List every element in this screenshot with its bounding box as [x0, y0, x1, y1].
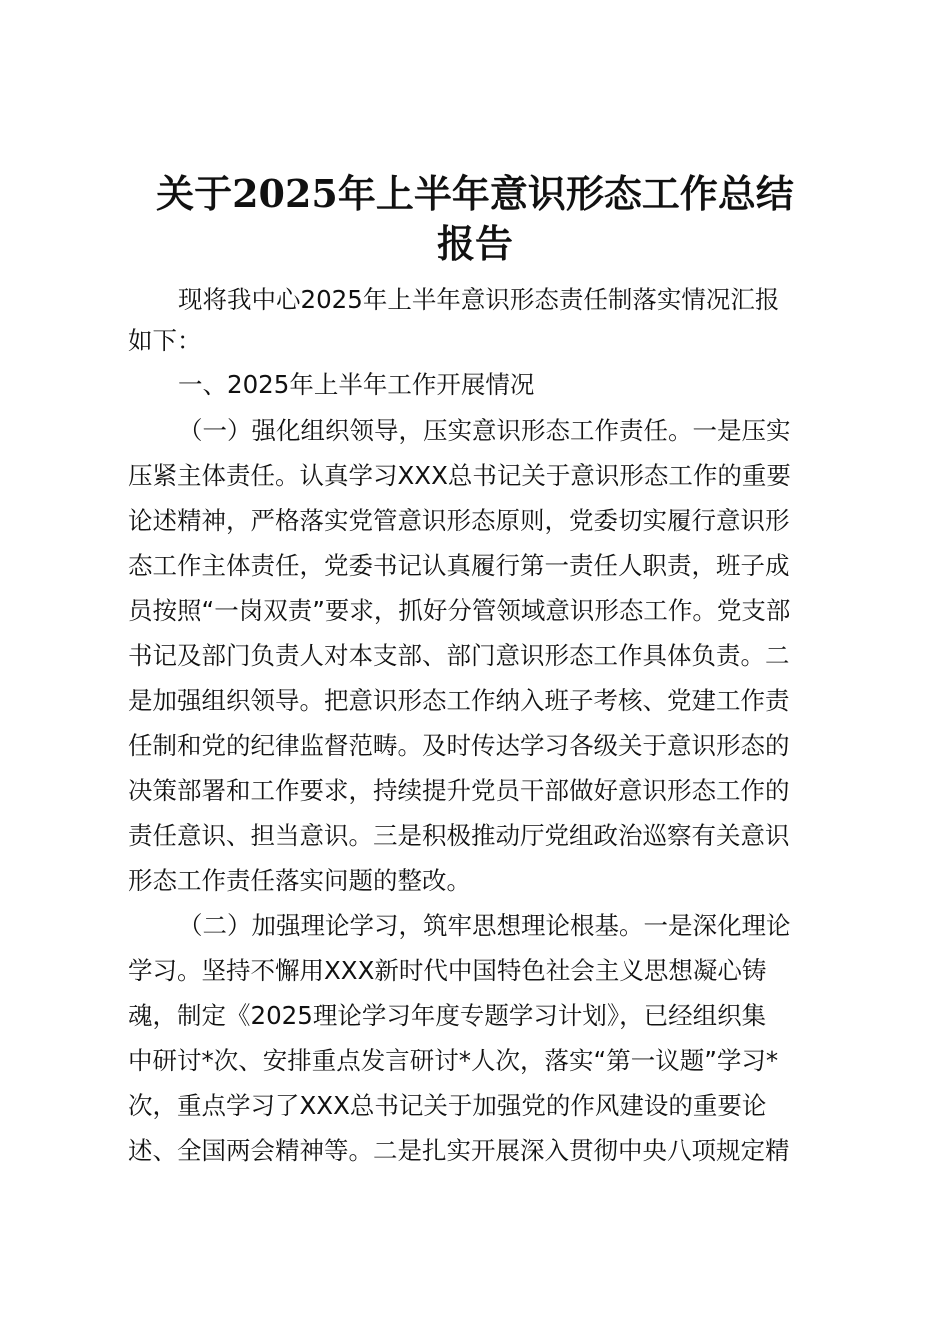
body-line-18: 中研讨*次、安排重点发言研讨*人次，落实“第一议题”学习*: [128, 1046, 779, 1075]
body-line-4: （一）强化组织领导，压实意识形态工作责任。一是压实: [178, 416, 791, 445]
body-line-11: 任制和党的纪律监督范畴。及时传达学习各级关于意识形态的: [128, 731, 790, 760]
section-heading-1: 一、2025年上半年工作开展情况: [178, 370, 535, 399]
document-title-line-2: 报告: [436, 221, 513, 266]
body-line-1: 现将我中心2025年上半年意识形态责任制落实情况汇报: [178, 285, 780, 314]
body-line-6: 论述精神，严格落实党管意识形态原则，党委切实履行意识形: [128, 506, 790, 535]
body-line-2: 如下：: [128, 326, 202, 355]
body-line-9: 书记及部门负责人对本支部、部门意识形态工作具体负责。二: [128, 641, 790, 670]
body-line-16: 学习。坚持不懈用XXX新时代中国特色社会主义思想凝心铸: [128, 956, 767, 985]
body-line-13: 责任意识、担当意识。三是积极推动厅党组政治巡察有关意识: [128, 821, 790, 850]
body-line-8: 员按照“一岗双责”要求，抓好分管领域意识形态工作。党支部: [128, 596, 791, 625]
body-line-20: 述、全国两会精神等。二是扎实开展深入贯彻中央八项规定精: [128, 1136, 790, 1165]
body-line-19: 次，重点学习了XXX总书记关于加强党的作风建设的重要论: [128, 1091, 767, 1120]
document-title-line-1: 关于2025年上半年意识形态工作总结: [156, 171, 794, 216]
body-line-15: （二）加强理论学习，筑牢思想理论根基。一是深化理论: [178, 911, 791, 940]
body-line-7: 态工作主体责任，党委书记认真履行第一责任人职责，班子成: [128, 551, 790, 580]
body-line-14: 形态工作责任落实问题的整改。: [128, 866, 471, 895]
body-line-10: 是加强组织领导。把意识形态工作纳入班子考核、党建工作责: [128, 686, 790, 715]
body-line-17: 魂，制定《2025理论学习年度专题学习计划》，已经组织集: [128, 1001, 767, 1030]
body-line-12: 决策部署和工作要求，持续提升党员干部做好意识形态工作的: [128, 776, 790, 805]
body-line-5: 压紧主体责任。认真学习XXX总书记关于意识形态工作的重要: [128, 461, 791, 490]
